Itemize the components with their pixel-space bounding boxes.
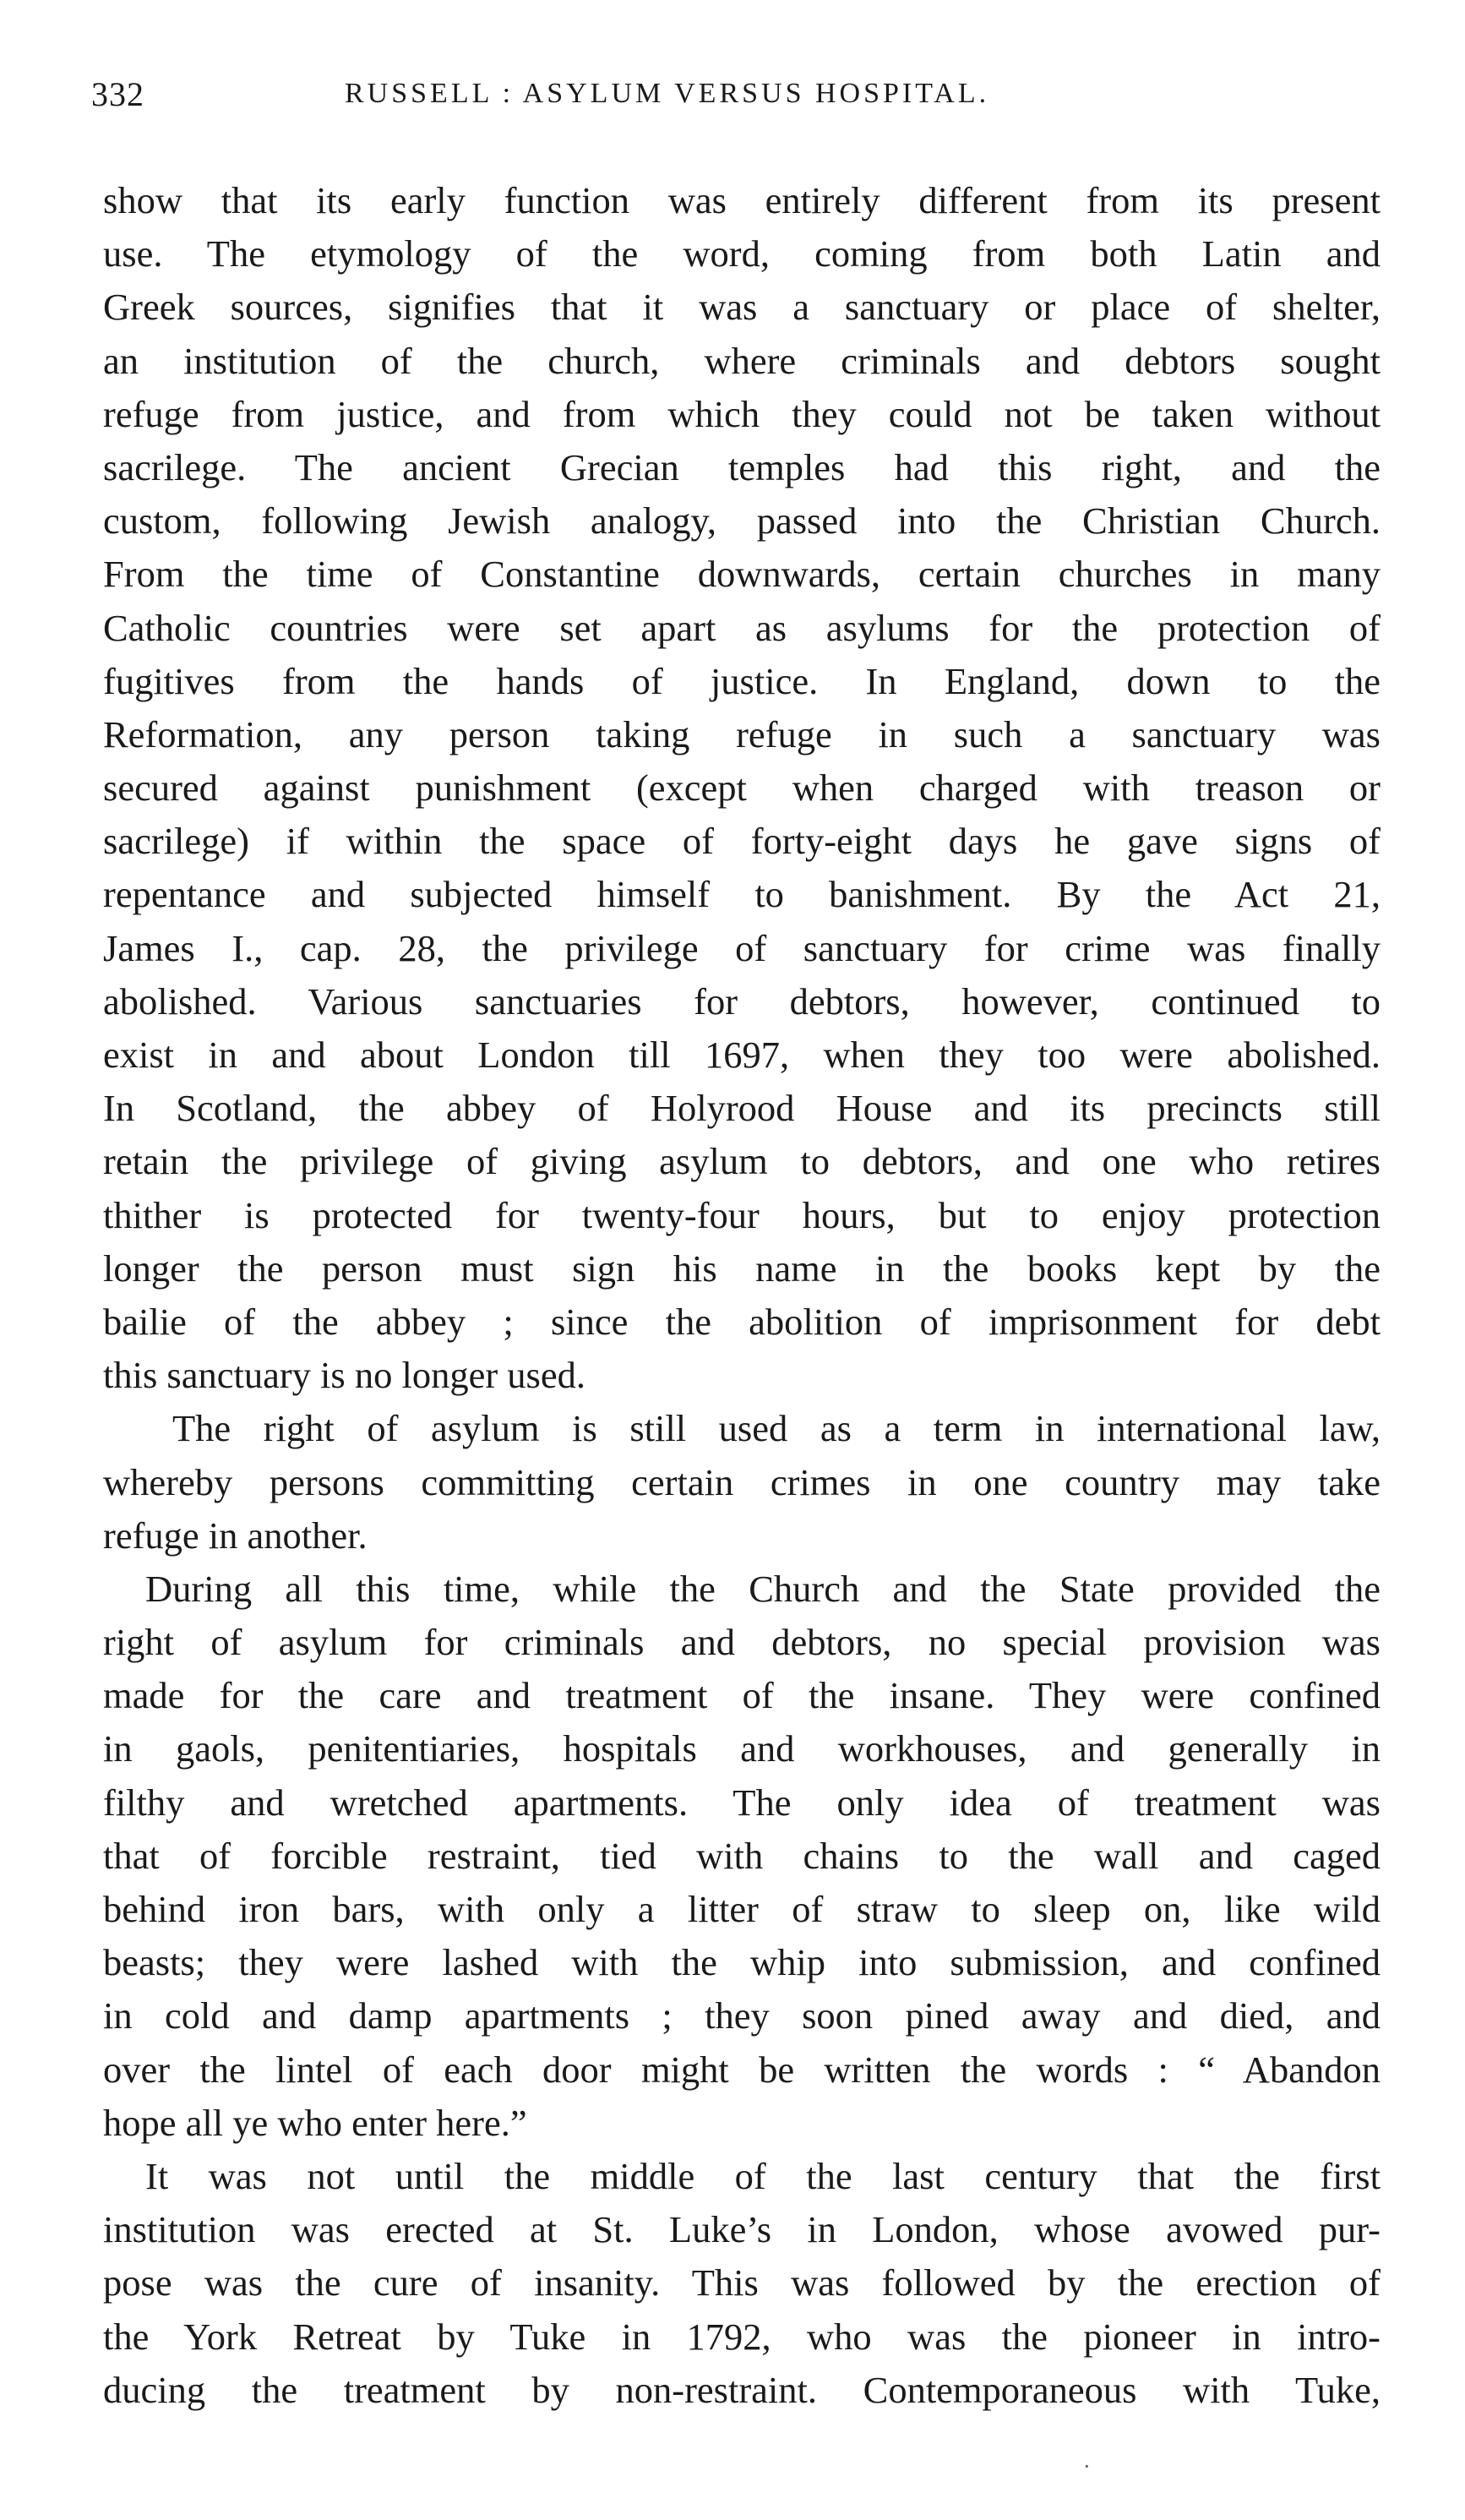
text-line: sacrilege) if within the space of forty-eight days he gave signs of	[103, 820, 1381, 863]
text-line: use. The etymology of the word, coming from both Latin and	[103, 232, 1381, 275]
text-line: During all this time, while the Church and the State provided the	[145, 1567, 1381, 1610]
text-line: thither is protected for twenty-four hours, but to enjoy protection	[103, 1193, 1381, 1236]
text-line: refuge from justice, and from which they could not be taken without	[103, 392, 1381, 435]
text-line: ducing the treatment by non-restraint. Contemporaneous with Tuke,	[103, 2368, 1381, 2411]
text-line: secured against punishment (except when charged with treason or	[103, 766, 1381, 810]
text-line: this sanctuary is no longer used.	[103, 1354, 585, 1397]
text-line: Greek sources, signifies that it was a sanctuary or place of shelter,	[103, 286, 1381, 329]
text-line: the York Retreat by Tuke in 1792, who was the pioneer in intro-	[103, 2315, 1381, 2358]
text-line: fugitives from the hands of justice. In England, down to the	[103, 659, 1381, 702]
text-line: bailie of the abbey ; since the abolition of imprisonment for debt	[103, 1300, 1381, 1343]
text-line: made for the care and treatment of the insane. They were confined	[103, 1674, 1381, 1717]
text-line: sacrilege. The ancient Grecian temples had this right, and the	[103, 445, 1381, 488]
text-line: institution was erected at St. Luke’s in London, whose avowed pur-	[103, 2208, 1381, 2251]
text-line: The right of asylum is still used as a term in international law,	[172, 1407, 1381, 1450]
text-line: that of forcible restraint, tied with chains to the wall and caged	[103, 1834, 1381, 1877]
text-line: behind iron bars, with only a litter of straw to sleep on, like wild	[103, 1888, 1381, 1930]
text-line: custom, following Jewish analogy, passed into the Christian Church.	[103, 499, 1381, 543]
text-line: Reformation, any person taking refuge in such a sanctuary was	[103, 712, 1381, 755]
text-line: Catholic countries were set apart as asylums for the protection of	[103, 606, 1381, 649]
text-line: retain the privilege of giving asylum to debtors, and one who retires	[103, 1140, 1381, 1183]
running-title: RUSSELL : ASYLUM VERSUS HOSPITAL.	[345, 78, 990, 109]
text-line: show that its early function was entirely different from its present	[103, 179, 1381, 221]
ink-speck: ·	[1083, 2454, 1091, 2479]
text-line: refuge in another.	[103, 1514, 368, 1557]
text-line: in cold and damp apartments ; they soon pined away and died, and	[103, 1994, 1381, 2037]
text-line: abolished. Various sanctuaries for debtors, however, continued to	[103, 979, 1381, 1023]
text-line: James I., cap. 28, the privilege of sanctuary for crime was finally	[103, 926, 1381, 969]
text-line: over the lintel of each door might be written the words : “ Abandon	[103, 2048, 1381, 2091]
text-line: It was not until the middle of the last century that the first	[145, 2154, 1381, 2197]
text-line: repentance and subjected himself to banishment. By the Act 21,	[103, 873, 1381, 916]
text-line: right of asylum for criminals and debtors, no special provision was	[103, 1621, 1381, 1664]
text-line: pose was the cure of insanity. This was followed by the erection of	[103, 2261, 1381, 2305]
text-line: an institution of the church, where criminals and debtors sought	[103, 339, 1381, 382]
text-line: longer the person must sign his name in the books kept by the	[103, 1246, 1381, 1290]
text-line: From the time of Constantine downwards, certain churches in many	[103, 553, 1381, 596]
text-line: In Scotland, the abbey of Holyrood House and its precincts still	[103, 1087, 1381, 1130]
running-head	[91, 74, 1384, 125]
text-line: exist in and about London till 1697, when they too were abolished.	[103, 1034, 1381, 1076]
page-number: 332	[91, 75, 144, 113]
text-line: in gaols, penitentiaries, hospitals and workhouses, and generally in	[103, 1727, 1381, 1770]
text-line: hope all ye who enter here.”	[103, 2101, 527, 2144]
text-line: whereby persons committing certain crimes in one country may take	[103, 1460, 1381, 1503]
text-line: beasts; they were lashed with the whip into submission, and confined	[103, 1941, 1381, 1984]
body-text	[103, 174, 1381, 2417]
text-line: filthy and wretched apartments. The only idea of treatment was	[103, 1781, 1381, 1824]
